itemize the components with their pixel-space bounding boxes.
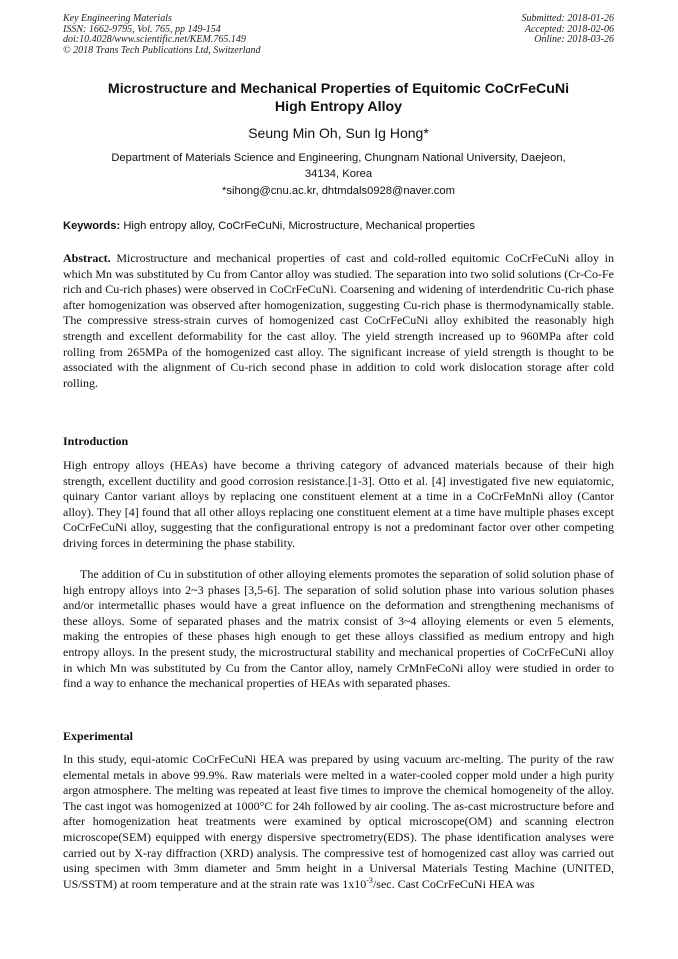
keywords-text: High entropy alloy, CoCrFeCuNi, Microstructure, Mechanical properties bbox=[123, 220, 476, 232]
experimental-text-2: /sec. Cast CoCrFeCuNi HEA was bbox=[372, 876, 535, 891]
abstract-label: Abstract. bbox=[63, 251, 111, 265]
online-date: Online: 2018-03-26 bbox=[534, 34, 614, 46]
keywords bbox=[63, 220, 614, 232]
experimental-text-1: In this study, equi-atomic CoCrFeCuNi HEA was prepared by using vacuum arc-melting. The purity of the raw elemental metals in above 99.9%. Raw materials were melted in a water-cooled copper mold under a high purity argon atmosphere. The melting was repeated at least five times to improve the chemical homogeneity of the alloy. The cast ingot was homogenized at 1000°C for 24h followed by air cooling. The as-cast microstructure before and after homogenization heat treatments were examined by optical microscope(OM) and scanning electron microscope(SEM) equipped with energy dispersive spectrometry(EDS). The phase identification analyses were carried out by X-ray diffraction (XRD) analysis. The compressive test of homogenized cast alloy was carried out using specimen with 3mm diameter and 5mm height in a Universal Materials Testing Machine (UNITED, US/SSTM) at room temperature and at the strain rate was 1x10 bbox=[63, 752, 614, 891]
abstract-text: Microstructure and mechanical properties of cast and cold-rolled equitomic CoCrFeCuNi alloy in which Mn was substituted by Cu from Cantor alloy was studied. The separation into two solid solutions (Cr-Co-Fe rich and Cu-rich phases) were observed in CoCrFeCuNi. Coarsening and widening of interdendritic Cu-rich phase after homogenization was observed after homogenization, suggesting Cu-rich phase is thermodynamically stable. The compressive stress-strain curves of homogenized cast CoCrFeCuNi alloy exhibited the reasonably high strength and excellent deformability for the cast alloy. The yield strength increased up to 960MPa after cold rolling from 265MPa of the homogenized cast alloy. The significant increase of yield strength is thought to be associated with the alignment of Cu-rich second phase in addition to cold work dislocation storage after cold rolling. bbox=[63, 251, 615, 390]
title-line-1: Microstructure and Mechanical Properties of Equitomic CoCrFeCuNi bbox=[107, 81, 570, 97]
abstract bbox=[63, 251, 614, 391]
journal-header-right bbox=[522, 14, 615, 46]
journal-header-left bbox=[63, 14, 261, 56]
copyright: © 2018 Trans Tech Publications Ltd, Switzerland bbox=[63, 44, 261, 56]
issn: ISSN: 1662-9795, Vol. 765, pp 149-154 bbox=[63, 23, 221, 35]
affiliation-line-2: 34134, Korea bbox=[304, 167, 373, 180]
doi: doi:10.4028/www.scientific.net/KEM.765.149 bbox=[63, 34, 246, 46]
title-line-2: High Entropy Alloy bbox=[274, 99, 403, 115]
strain-rate-exponent: -3 bbox=[366, 875, 373, 885]
authors: Seung Min Oh, Sun Ig Hong* bbox=[248, 125, 429, 141]
submitted-date: Submitted: 2018-01-26 bbox=[521, 13, 614, 24]
keywords-label: Keywords: bbox=[63, 220, 121, 232]
introduction-heading: Introduction bbox=[63, 434, 129, 448]
experimental-heading: Experimental bbox=[63, 729, 133, 743]
experimental-paragraph bbox=[63, 752, 614, 892]
accepted-date: Accepted: 2018-02-06 bbox=[524, 23, 614, 35]
affiliation-line-1: Department of Materials Science and Engineering, Chungnam National University, Daejeon, bbox=[111, 152, 566, 164]
author-emails: *sihong@cnu.ac.kr, dhtmdals0928@naver.com bbox=[222, 185, 455, 197]
paper-title bbox=[63, 80, 614, 116]
affiliation bbox=[63, 151, 614, 182]
introduction-paragraph-2: The addition of Cu in substitution of other alloying elements promotes the separation of solid solution phase of high entropy alloys into 2~3 phases [3,5-6]. The separation of solid solution phase into various solution phases and/or intermetallic phases would have a great influence on the deformation and strengthening mechanisms of these alloys. Some of separated phases and the matrix consist of 3~4 alloying elements or even 5 elements, making the entropies of these phases high enough to get these alloys classified as medium entropy and high entropy alloys. In the present study, the microstructural stability and mechanical properties of CoCrFeCuNi alloy in which Mn was substituted by Cu from the Cantor alloy, namely CrMnFeCoNi alloy were studied in order to find a way to enhance the mechanical properties of HEAs with separated phases. bbox=[63, 567, 614, 691]
introduction-paragraph-1: High entropy alloys (HEAs) have become a thriving category of advanced materials because of their high strength, excellent ductility and good corrosion resistance.[1-3]. Otto et al. [4] investigated five new equiatomic, quinary Cantor variant alloys by replacing one constituent element at a time in a CoCrFeMnNi alloy (Cantor alloy). They [4] found that all other alloys replacing one constituent element at a time have multiple phases except CoCrFeCuNi alloy, suggesting that the configurational entropy is not a predominant factor over other competing driving forces in determining the phase stability. bbox=[63, 458, 614, 550]
journal-name: Key Engineering Materials bbox=[63, 13, 172, 24]
